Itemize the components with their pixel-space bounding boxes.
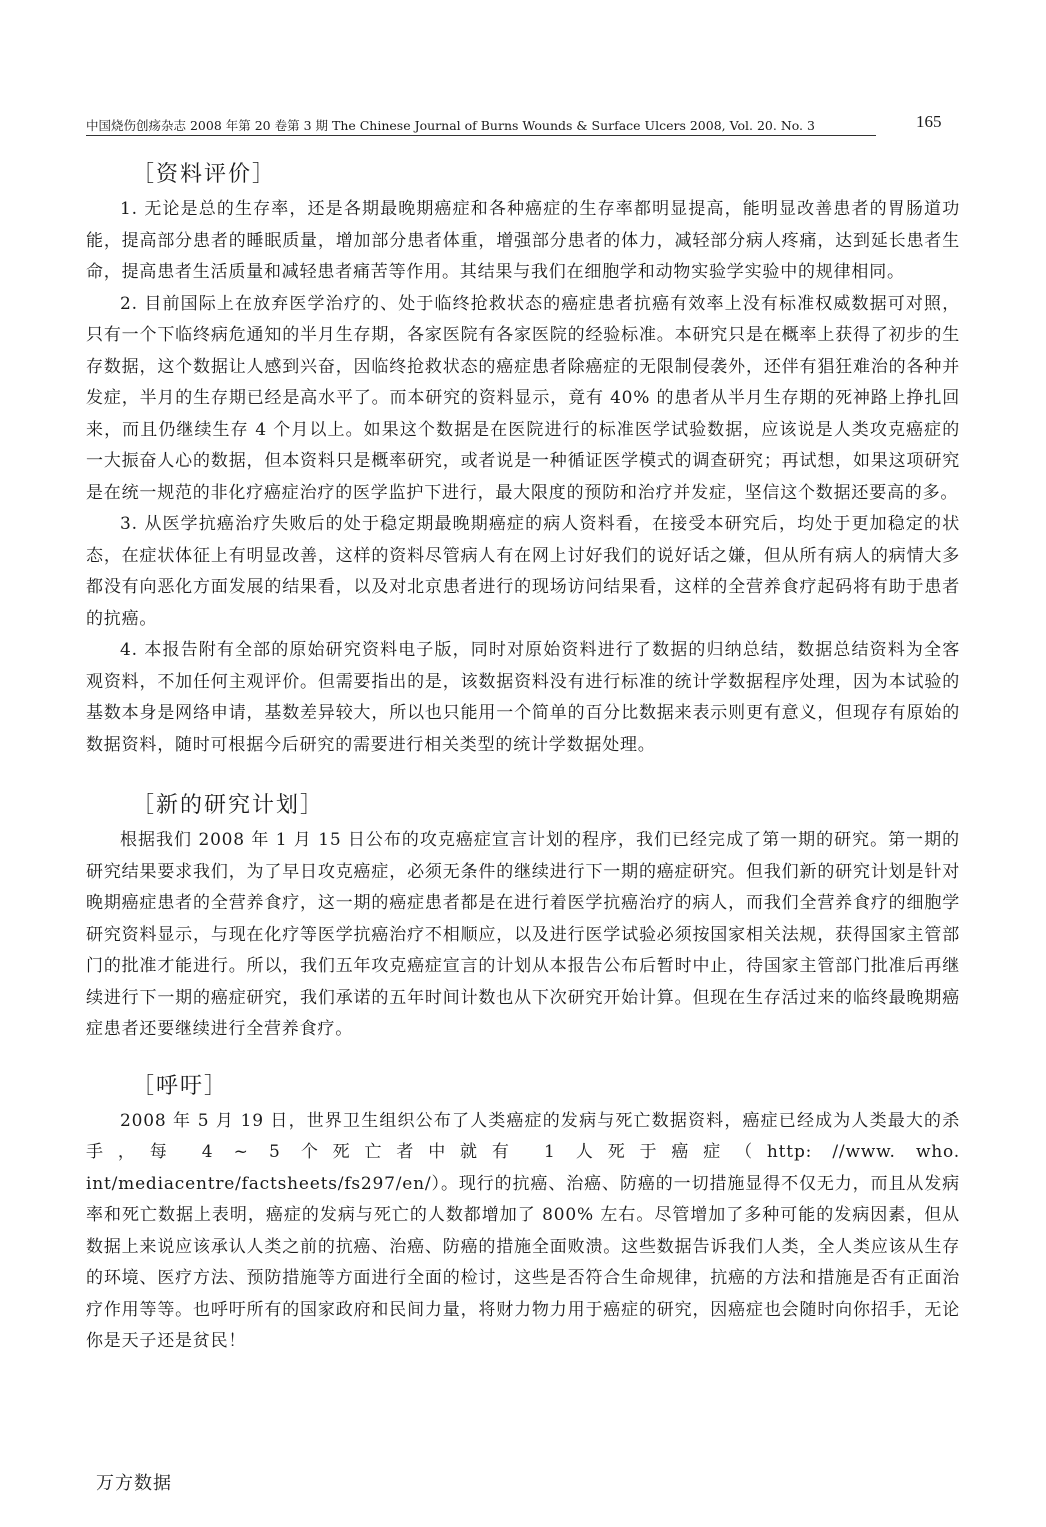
section-data-evaluation bbox=[86, 160, 960, 761]
page-number: 165 bbox=[916, 112, 942, 131]
paragraph: 3. 从医学抗癌治疗失败后的处于稳定期最晚期癌症的病人资料看，在接受本研究后，均处于更加稳定的状态，在症状体征上有明显改善，这样的资料尽管病人有在网上讨好我们的说好话之嫌，但从所有病人的病情大多都没有向恶化方面发展的结果看，以及对北京患者进行的现场访问结果看，这样的全营养食疗起码将有助于患者的抗癌。 bbox=[86, 514, 960, 629]
section-heading: ［呼吁］ bbox=[132, 1073, 229, 1099]
paragraph: 1. 无论是总的生存率，还是各期最晚期癌症和各种癌症的生存率都明显提高，能明显改善患者的胃肠道功能，提高部分患者的睡眠质量，增加部分患者体重，增强部分患者的体力，减轻部分病人疼痛，达到延长患者生命，提高患者生活质量和减轻患者痛苦等作用。其结果与我们在细胞学和动物实验学实验中的规律相同。 bbox=[86, 199, 960, 282]
section-spacer bbox=[86, 761, 960, 791]
section-new-research-plan bbox=[86, 791, 960, 1046]
section-heading: ［资料评价］ bbox=[132, 162, 277, 187]
paragraph: 根据我们 2008 年 1 月 15 日公布的攻克癌症宣言计划的程序，我们已经完成了第一期的研究。第一期的研究结果要求我们，为了早日攻克癌症，必须无条件的继续进行下一期的癌症研究。但我们新的研究计划是针对晚期癌症患者的全营养食疗，这一期的癌症患者都是在进行着医学抗癌治疗的病人，而我们全营养食疗的细胞学研究资料显示，与现在化疗等医学抗癌治疗不相顺应，以及进行医学试验必须按国家相关法规，获得国家主管部门的批准才能进行。所以，我们五年攻克癌症宣言的计划从本报告公布后暂时中止，待国家主管部门批准后再继续进行下一期的癌症研究，我们承诺的五年时间计数也从下次研究开始计算。但现在生存活过来的临终最晚期癌症患者还要继续进行全营养食疗。 bbox=[86, 830, 960, 1039]
paragraph: 2. 目前国际上在放弃医学治疗的、处于临终抢救状态的癌症患者抗癌有效率上没有标准权威数据可对照，只有一个下临终病危通知的半月生存期，各家医院有各家医院的经验标准。本研究只是在概率上获得了初步的生存数据，这个数据让人感到兴奋，因临终抢救状态的癌症患者除癌症的无限制侵袭外，还伴有猖狂难治的各种并发症，半月的生存期已经是高水平了。而本研究的资料显示，竟有 40% 的患者从半月生存期的死神路上挣扎回来，而且仍继续生存 4 个月以上。如果这个数据是在医院进行的标准医学试验数据，应该说是人类攻克癌症的一大振奋人心的数据，但本资料只是概率研究，或者说是一种循证医学模式的调查研究；再试想，如果这项研究是在统一规范的非化疗癌症治疗的医学监护下进行，最大限度的预防和治疗并发症，坚信这个数据还要高的多。 bbox=[86, 293, 960, 503]
section-appeal bbox=[86, 1072, 960, 1358]
section-heading: ［新的研究计划］ bbox=[132, 793, 325, 818]
paragraph: 2008 年 5 月 19 日，世界卫生组织公布了人类癌症的发病与死亡数据资料，癌症已经成为人类最大的杀手，每 4 ~ 5 个死亡者中就有 1 人死于癌症（http: //www. who. int/mediacentre/factsheets/fs297/en/）。现行的抗癌、治癌、防癌的一切措施显得不仅无力，而且从发病率和死亡数据上表明，癌症的发病与死亡的人数都增加了 800% 左右。尽管增加了多种可能的发病因素，但从数据上来说应该承认人类之前的抗癌、治癌、防癌的措施全面败溃。这些数据告诉我们人类，全人类应该从生存的环境、医疗方法、预防措施等方面进行全面的检讨，这些是否符合生命规律，抗癌的方法和措施是否有正面治疗作用等等。也呼吁所有的国家政府和民间力量，将财力物力用于癌症的研究，因癌症也会随时向你招手，无论你是天子还是贫民！ bbox=[86, 1110, 960, 1351]
wanfang-watermark: 万方数据 bbox=[96, 1473, 172, 1494]
running-header: 中国烧伤创疡杂志 2008 年第 20 卷第 3 期 The Chinese Journal of Burns Wounds & Surface Ulcers 2008, Vol. 20. No. 3 bbox=[86, 118, 876, 136]
article-body bbox=[86, 160, 960, 1358]
section-spacer bbox=[86, 1046, 960, 1072]
paragraph: 4. 本报告附有全部的原始研究资料电子版，同时对原始资料进行了数据的归纳总结，数据总结资料为全客观资料，不加任何主观评价。但需要指出的是，该数据资料没有进行标准的统计学数据程序处理，因为本试验的基数本身是网络申请，基数差异较大，所以也只能用一个简单的百分比数据来表示则更有意义，但现存有原始的数据资料，随时可根据今后研究的需要进行相关类型的统计学数据处理。 bbox=[86, 640, 960, 755]
